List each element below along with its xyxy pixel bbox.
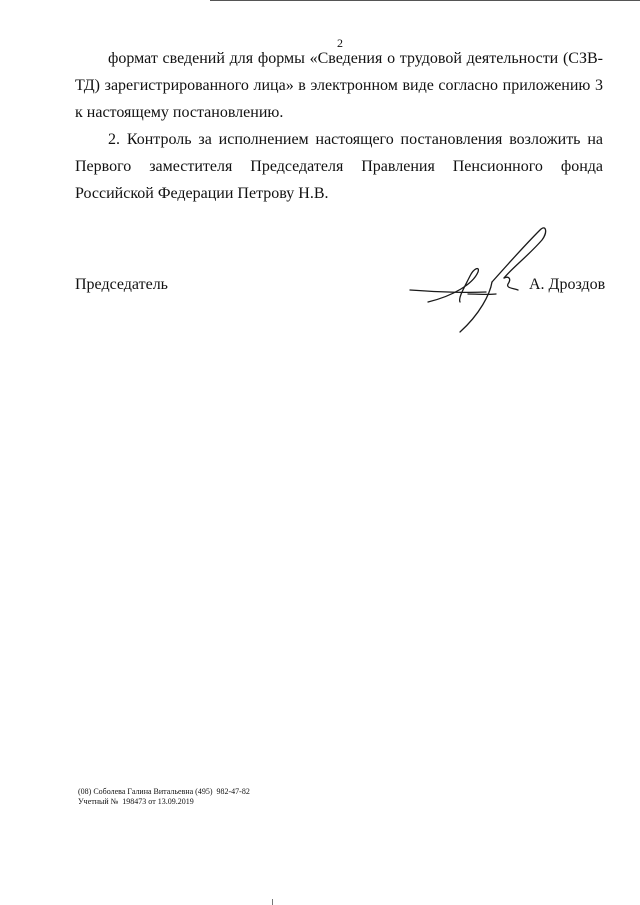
signer-name: А. Дроздов [529, 276, 606, 293]
paragraph-1 [75, 45, 603, 126]
scan-edge-mark [272, 899, 273, 905]
footer-registration: Учетный № 198473 от 13.09.2019 [78, 797, 194, 806]
page-number: 2 [337, 36, 343, 50]
paragraph-1-text: формат сведений для формы «Сведения о трудовой деятельности (СЗВ-ТД) зарегистрированного лица» в электронном виде согласно приложению 3 к настоящему постановлению. [75, 50, 603, 121]
paragraph-2-text: 2. Контроль за исполнением настоящего постановления возложить на Первого заместителя Председателя Правления Пенсионного фонда Российской Федерации Петрову Н.В. [75, 131, 603, 202]
signer-title: Председатель [75, 276, 168, 293]
paragraph-2 [75, 126, 603, 207]
scan-edge-line [210, 0, 640, 1]
footer-executor: (08) Соболева Галина Витальевна (495) 982-47-82 [78, 787, 250, 796]
footer-note [78, 787, 250, 807]
